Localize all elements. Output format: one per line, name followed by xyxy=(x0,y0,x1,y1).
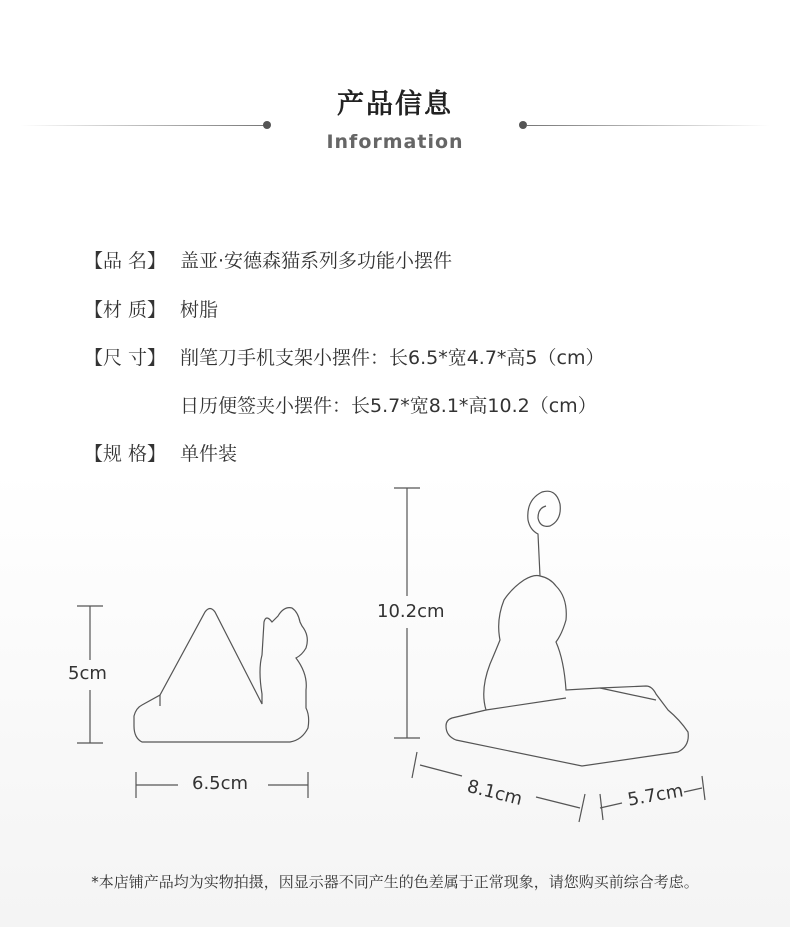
decorative-dot-right xyxy=(519,121,527,129)
spec-row-name xyxy=(84,246,452,273)
spec-label: 【规 格】 xyxy=(84,443,167,465)
spec-value: 日历便签夹小摆件：长5.7*宽8.1*高10.2（cm） xyxy=(180,395,597,417)
dim-label-right-depth: 8.1cm xyxy=(464,776,525,810)
clip-spiral xyxy=(528,491,561,576)
dim-line-right-width xyxy=(600,803,622,808)
dim-label-left-width: 6.5cm xyxy=(192,773,249,794)
spec-row-material xyxy=(84,295,218,322)
decorative-line-left xyxy=(20,125,265,126)
page-title: 产品信息 xyxy=(337,89,453,120)
calendar-holder-outline xyxy=(446,576,688,767)
spec-row-package xyxy=(84,439,237,466)
dim-label-right-height: 10.2cm xyxy=(377,601,445,622)
dim-label-right-width: 5.7cm xyxy=(626,780,685,811)
spec-value: 盖亚·安德森猫系列多功能小摆件 xyxy=(180,250,453,272)
spec-label: 【材 质】 xyxy=(84,299,167,321)
decorative-line-right xyxy=(527,125,770,126)
spec-value: 单件装 xyxy=(180,443,238,465)
spec-row-size-2 xyxy=(84,391,597,418)
spec-label: 【尺 寸】 xyxy=(84,347,167,369)
decorative-dot-left xyxy=(263,121,271,129)
spec-row-size xyxy=(84,343,604,370)
dim-label-left-height: 5cm xyxy=(68,663,107,684)
phone-stand-outline xyxy=(134,608,309,742)
spec-value: 削笔刀手机支架小摆件：长6.5*宽4.7*高5（cm） xyxy=(180,347,605,369)
dim-line-right-depth xyxy=(420,765,462,776)
page-subtitle: Information xyxy=(326,131,464,153)
footnote: *本店铺产品均为实物拍摄，因显示器不同产生的色差属于正常现象，请您购买前综合考虑。 xyxy=(91,873,699,891)
spec-label: 【品 名】 xyxy=(84,250,167,272)
calendar-holder-base-line xyxy=(486,688,656,710)
spec-value: 树脂 xyxy=(180,299,219,321)
